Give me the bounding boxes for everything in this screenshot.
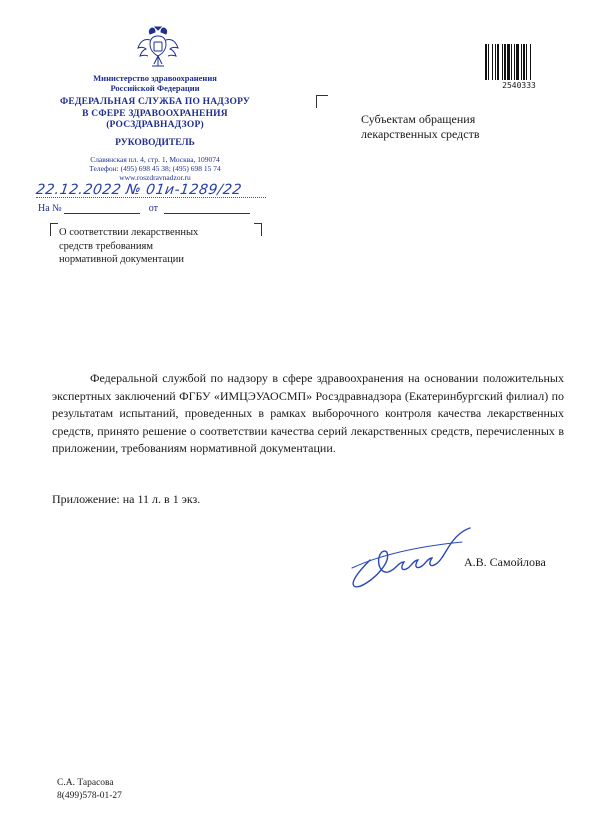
reference-row xyxy=(38,203,250,214)
subject-corner-left xyxy=(50,223,58,236)
barcode-bar xyxy=(516,44,519,80)
barcode-bar xyxy=(521,44,522,80)
barcode-bar xyxy=(530,44,531,80)
ref-from-label: от xyxy=(148,203,158,214)
barcode-bar xyxy=(485,44,487,80)
registration-underline xyxy=(36,197,266,198)
barcode-bar xyxy=(497,44,499,80)
barcode-bar xyxy=(526,44,527,80)
barcode-bar xyxy=(495,44,496,80)
barcode-bar xyxy=(511,44,512,80)
barcode-bar xyxy=(488,44,489,80)
letter-subject: О соответствии лекарственных средств требованиям нормативной документации xyxy=(59,227,199,265)
barcode-bar xyxy=(502,44,503,80)
head-title: РУКОВОДИТЕЛЬ xyxy=(115,138,195,148)
barcode-bar xyxy=(504,44,506,80)
barcode-bar xyxy=(507,44,510,80)
executor-phone: 8(499)578-01-27 xyxy=(57,791,122,801)
addressee-corner xyxy=(316,95,328,108)
coat-of-arms-emblem-icon xyxy=(136,24,180,72)
barcode-icon xyxy=(485,44,553,80)
barcode-bar xyxy=(523,44,525,80)
barcode-bar xyxy=(492,44,493,80)
letterhead-address: Славянская пл. 4, стр. 1, Москва, 109074 Телефон: (495) 698 45 38; (495) 698 15 74 www.roszdravnadzor.ru xyxy=(89,155,221,182)
barcode-bar xyxy=(514,44,515,80)
service-name: ФЕДЕРАЛЬНАЯ СЛУЖБА ПО НАДЗОРУ В СФЕРЕ ЗДРАВООХРАНЕНИЯ (РОСЗДРАВНАДЗОР) xyxy=(59,97,251,130)
addressee: Субъектам обращения лекарственных средств xyxy=(361,112,480,141)
ministry-name: Министерство здравоохранения Российской Федерации xyxy=(93,73,217,93)
handwritten-registration-number: 22.12.2022 № 01и-1289/22 xyxy=(34,182,243,198)
ref-date-blank xyxy=(164,213,250,214)
ref-number-label: На № xyxy=(38,203,62,214)
signer-name: А.В. Самойлова xyxy=(464,555,546,569)
barcode-number: 2540333 xyxy=(502,81,536,90)
body-paragraph: Федеральной службой по надзору в сфере здравоохранения на основании положительных экспертных заключений ФГБУ «ИМЦЭУАОСМП» Росздравнадзора (Екатеринбургский филиал) по результатам испытаний, проведенных в рамках выборочного контроля качества лекарственных средств, принято решение о соответствии качества серий лекарственных средств, перечисленных в приложении, требованиям нормативной документации. xyxy=(52,371,564,455)
attachment-note: Приложение: на 11 л. в 1 экз. xyxy=(52,492,201,506)
executor-name: С.А. Тарасова xyxy=(57,778,114,788)
ref-number-blank xyxy=(64,213,140,214)
